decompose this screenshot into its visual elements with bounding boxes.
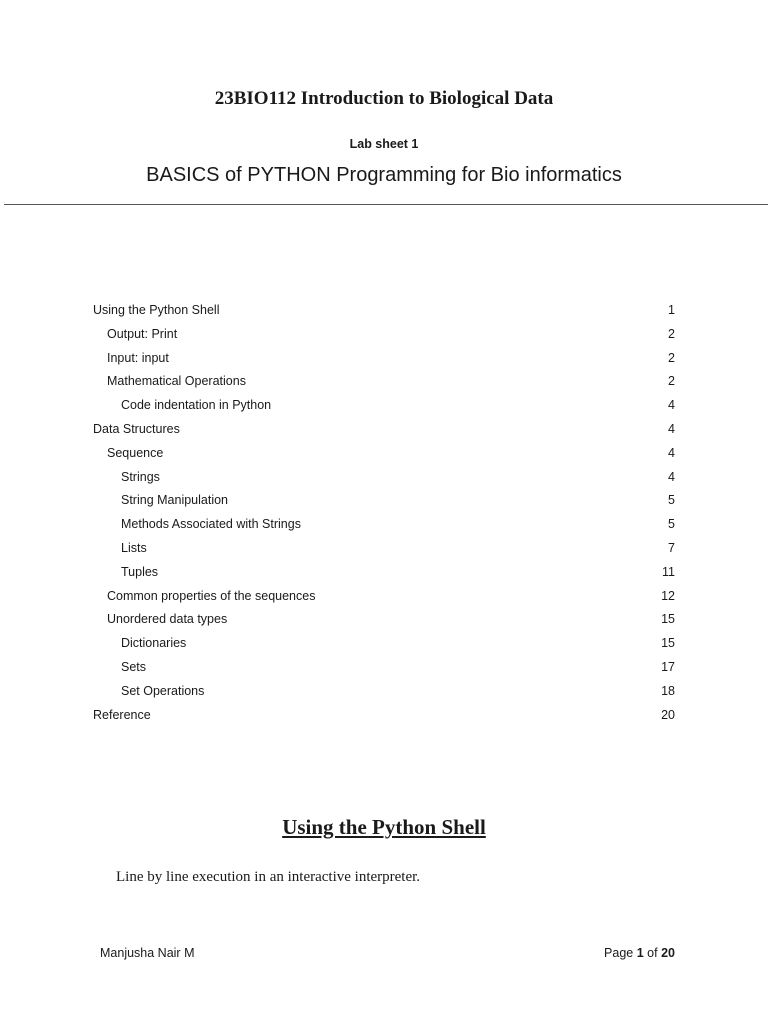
toc-entry-label: Output: Print [107, 326, 178, 341]
page-current: 1 [636, 946, 644, 960]
document-subtitle: BASICS of PYTHON Programming for Bio informatics [146, 164, 622, 186]
page-of: of [647, 946, 658, 960]
toc-entry-page: 12 [661, 588, 675, 603]
toc-entry-page: 2 [668, 350, 675, 365]
toc-entry[interactable] [93, 490, 675, 514]
toc-entry-page: 4 [668, 421, 675, 436]
toc-entry-page: 5 [668, 517, 675, 532]
page-total: 20 [661, 946, 675, 960]
toc-entry[interactable] [93, 395, 675, 419]
toc-entry[interactable] [93, 419, 675, 443]
toc-entry[interactable] [93, 633, 675, 657]
page-footer [100, 946, 675, 960]
toc-entry-label: Data Structures [93, 421, 180, 436]
toc-entry[interactable] [93, 681, 675, 705]
toc-entry[interactable] [93, 586, 675, 610]
toc-entry-label: Sequence [107, 445, 164, 460]
table-of-contents [93, 300, 675, 728]
toc-entry-label: Using the Python Shell [93, 303, 220, 317]
toc-entry[interactable] [93, 705, 675, 729]
toc-entry[interactable] [93, 371, 675, 395]
toc-entry[interactable] [93, 609, 675, 633]
toc-entry-page: 7 [668, 540, 675, 555]
toc-entry-page: 1 [668, 303, 675, 317]
toc-entry[interactable] [93, 562, 675, 586]
toc-entry-page: 5 [668, 493, 675, 508]
toc-entry-page: 4 [668, 469, 675, 484]
header-divider [4, 204, 768, 205]
toc-entry-label: Set Operations [121, 683, 205, 698]
toc-entry[interactable] [93, 324, 675, 348]
page-prefix: Page [604, 946, 634, 960]
section-body-text: Line by line execution in an interactive interpreter. [116, 869, 421, 885]
toc-entry-label: Dictionaries [121, 636, 187, 651]
toc-entry-page: 4 [668, 398, 675, 413]
lab-sheet-label: Lab sheet 1 [349, 137, 419, 151]
toc-entry[interactable] [93, 443, 675, 467]
toc-entry[interactable] [93, 300, 675, 324]
section-heading: Using the Python Shell [282, 815, 486, 839]
toc-entry-label: Reference [93, 707, 151, 722]
toc-entry-page: 11 [662, 564, 675, 579]
toc-entry-label: Sets [121, 659, 147, 674]
toc-entry-label: Common properties of the sequences [107, 588, 316, 603]
toc-entry-page: 18 [661, 683, 675, 698]
toc-entry-page: 2 [668, 374, 675, 389]
toc-entry-label: Lists [121, 540, 147, 555]
toc-entry-page: 4 [668, 445, 675, 460]
course-title: 23BIO112 Introduction to Biological Data [214, 88, 554, 109]
footer-author: Manjusha Nair M [100, 946, 195, 960]
toc-entry[interactable] [93, 514, 675, 538]
toc-entry-label: Mathematical Operations [107, 374, 246, 389]
toc-entry-label: Unordered data types [107, 612, 228, 627]
footer-page-number [604, 946, 675, 960]
toc-entry-page: 17 [661, 659, 675, 674]
toc-entry-page: 2 [668, 326, 675, 341]
toc-entry[interactable] [93, 538, 675, 562]
toc-entry-label: Tuples [121, 564, 159, 579]
toc-entry-label: String Manipulation [121, 493, 229, 508]
toc-entry-label: Methods Associated with Strings [121, 517, 301, 532]
toc-entry[interactable] [93, 467, 675, 491]
toc-entry-page: 15 [661, 612, 675, 627]
toc-entry[interactable] [93, 657, 675, 681]
toc-entry[interactable] [93, 348, 675, 372]
toc-entry-page: 15 [661, 636, 675, 651]
toc-entry-label: Input: input [107, 350, 169, 365]
toc-entry-label: Strings [121, 469, 160, 484]
toc-entry-label: Code indentation in Python [121, 398, 272, 413]
toc-entry-page: 20 [661, 707, 675, 722]
